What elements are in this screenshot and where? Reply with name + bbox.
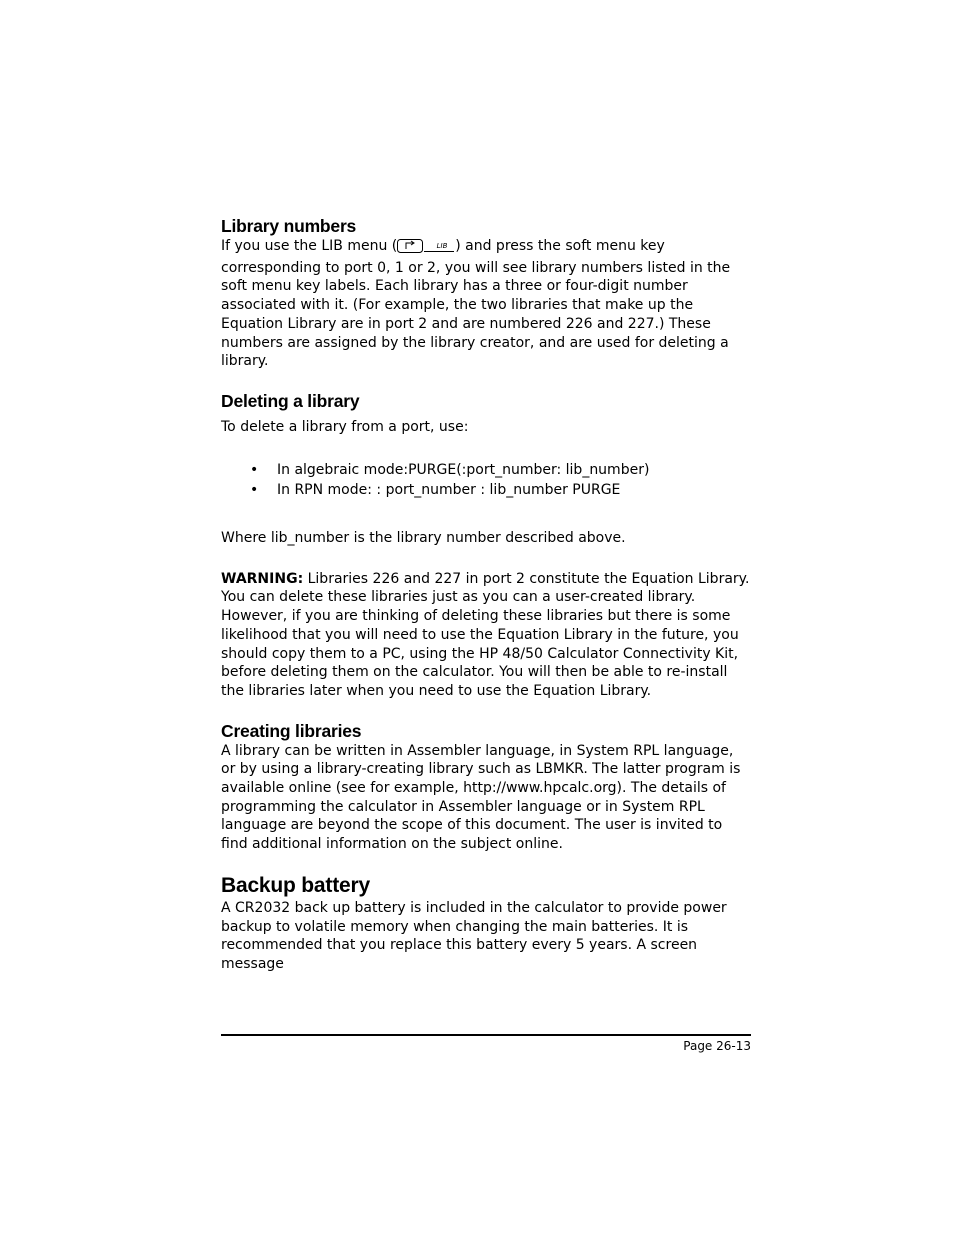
warning-text: Libraries 226 and 227 in port 2 constitute the Equation Library. You can delete these libraries just as you can a user-created library. However, if you are thinking of deleting these libraries but there is some likelihood that you will need to use the Equation Library in the future, you should copy them to a PC, using the HP 48/50 Calculator Connectivity Kit, before deleting them on the calculator. You will then be able to re-install the libraries later when you need to use the Equation Library. — [221, 570, 750, 699]
page-content — [221, 215, 751, 974]
section-backup-battery — [221, 873, 751, 974]
warning-paragraph — [221, 570, 751, 701]
page-number: Page 26-13 — [683, 1039, 751, 1053]
bullet-rpn — [221, 481, 751, 500]
creating-libraries-paragraph: A library can be written in Assembler language, in System RPL language, or by using a library-creating library such as LBMKR. The latter program is available online (see for example, http://www.hpcalc.org). The details of programming the calculator in Assembler language or in System RPL language are beyond the scope of this document. The user is invited to find additional information on the subject online. — [221, 742, 741, 853]
bullet-algebraic-text: In algebraic mode:PURGE(:port_number: lib_number) — [277, 461, 650, 478]
library-numbers-text-before-key: If you use the LIB menu ( — [221, 238, 398, 254]
heading-creating-libraries: Creating libraries — [221, 720, 362, 741]
library-numbers-paragraph — [221, 237, 751, 371]
footer-rule — [221, 1034, 751, 1036]
section-deleting-library — [221, 390, 751, 701]
heading-library-numbers: Library numbers — [221, 216, 357, 236]
right-shift-key-icon — [397, 239, 423, 259]
bullet-algebraic — [221, 461, 751, 480]
library-numbers-text-after-key: ) and press the soft menu key corresponding to port 0, 1 or 2, you will see library numbers listed in the soft menu key labels. Each library has a three or four-digit number associated with it. (For example, the two libraries that make up the Equation Library are in port 2 and are numbered 226 and 227.) These numbers are assigned by the library creator, and are used for deleting a library. — [221, 238, 731, 370]
warning-label: WARNING: — [221, 570, 304, 587]
lib-key-label: LIB — [436, 242, 448, 250]
backup-battery-paragraph: A CR2032 back up battery is included in the calculator to provide power backup to volatile memory when changing the main batteries. It is recommended that you replace this battery every 5 years. A screen message — [221, 899, 727, 972]
section-library-numbers — [221, 215, 751, 371]
bullet-rpn-text: In RPN mode: : port_number : lib_number PURGE — [277, 482, 621, 499]
deleting-intro: To delete a library from a port, use: — [221, 418, 469, 435]
heading-deleting-library: Deleting a library — [221, 390, 360, 411]
lib-key-icon — [423, 239, 455, 259]
section-creating-libraries — [221, 720, 751, 854]
bullet-dot-icon: • — [250, 461, 259, 478]
heading-backup-battery: Backup battery — [221, 873, 370, 897]
lib-number-note: Where lib_number is the library number described above. — [221, 530, 626, 547]
deleting-bullet-list — [221, 461, 751, 500]
bullet-dot-icon: • — [250, 482, 259, 499]
